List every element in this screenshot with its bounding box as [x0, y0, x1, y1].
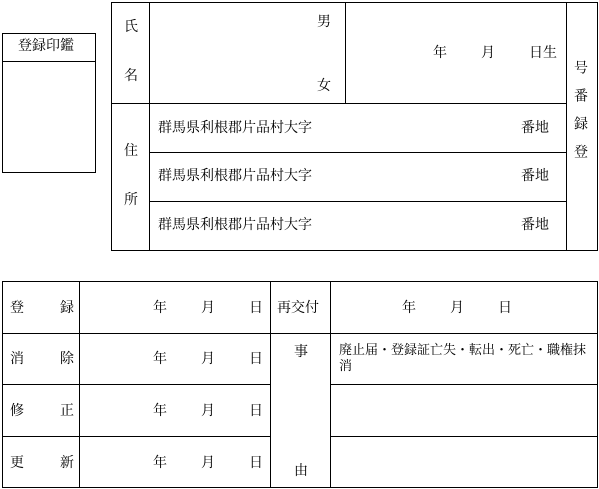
row-renew-day: 日: [249, 455, 263, 471]
row-delete-label-a: 消: [10, 351, 24, 367]
reason-label-top: 事: [294, 344, 308, 360]
name-label-top: 氏: [124, 19, 138, 35]
row-renew-label-b: 新: [60, 455, 74, 471]
address-row-2-suffix: 番地: [521, 168, 549, 184]
row-delete-label-b: 除: [60, 351, 74, 367]
address-row-3-suffix: 番地: [521, 217, 549, 233]
row-correct-label-a: 修: [10, 403, 24, 419]
row-renew-label-a: 更: [10, 455, 24, 471]
row-register-label-b: 録: [60, 300, 74, 316]
row-correct-month: 月: [201, 403, 215, 419]
seal-box-label: 登録印鑑: [18, 38, 74, 54]
reissue-label: 再交付: [277, 300, 319, 316]
address-label-top: 住: [124, 143, 138, 159]
sex-male: 男: [317, 14, 331, 30]
reason-label-bottom: 由: [294, 463, 308, 479]
row-correct-label-b: 正: [60, 403, 74, 419]
address-row-1-prefix: 群馬県利根郡片品村大字: [158, 120, 312, 136]
row-register-day: 日: [249, 300, 263, 316]
row-renew-month: 月: [201, 455, 215, 471]
address-row-2-prefix: 群馬県利根郡片品村大字: [158, 168, 312, 184]
row-register-month: 月: [201, 300, 215, 316]
row-register-year: 年: [153, 300, 167, 316]
birth-year: 年: [433, 45, 447, 61]
row-delete-month: 月: [201, 351, 215, 367]
address-row-3-prefix: 群馬県利根郡片品村大字: [158, 217, 312, 233]
reissue-month: 月: [450, 300, 464, 316]
row-renew-year: 年: [153, 455, 167, 471]
row-delete-day: 日: [249, 351, 263, 367]
reissue-day: 日: [498, 300, 512, 316]
row-delete-year: 年: [153, 351, 167, 367]
reissue-year: 年: [402, 300, 416, 316]
row-correct-year: 年: [153, 403, 167, 419]
row-correct-day: 日: [249, 403, 263, 419]
name-label-bottom: 名: [124, 68, 138, 84]
birth-day: 日生: [529, 45, 557, 61]
row-register-label-a: 登: [10, 300, 24, 316]
registration-number-label: 号番録登: [572, 60, 588, 172]
reason-text: 廃止届・登録証亡失・転出・死亡・職権抹消: [339, 343, 587, 374]
sex-female: 女: [317, 78, 331, 94]
birth-month: 月: [481, 45, 495, 61]
address-label-bottom: 所: [124, 192, 138, 208]
address-row-1-suffix: 番地: [521, 120, 549, 136]
